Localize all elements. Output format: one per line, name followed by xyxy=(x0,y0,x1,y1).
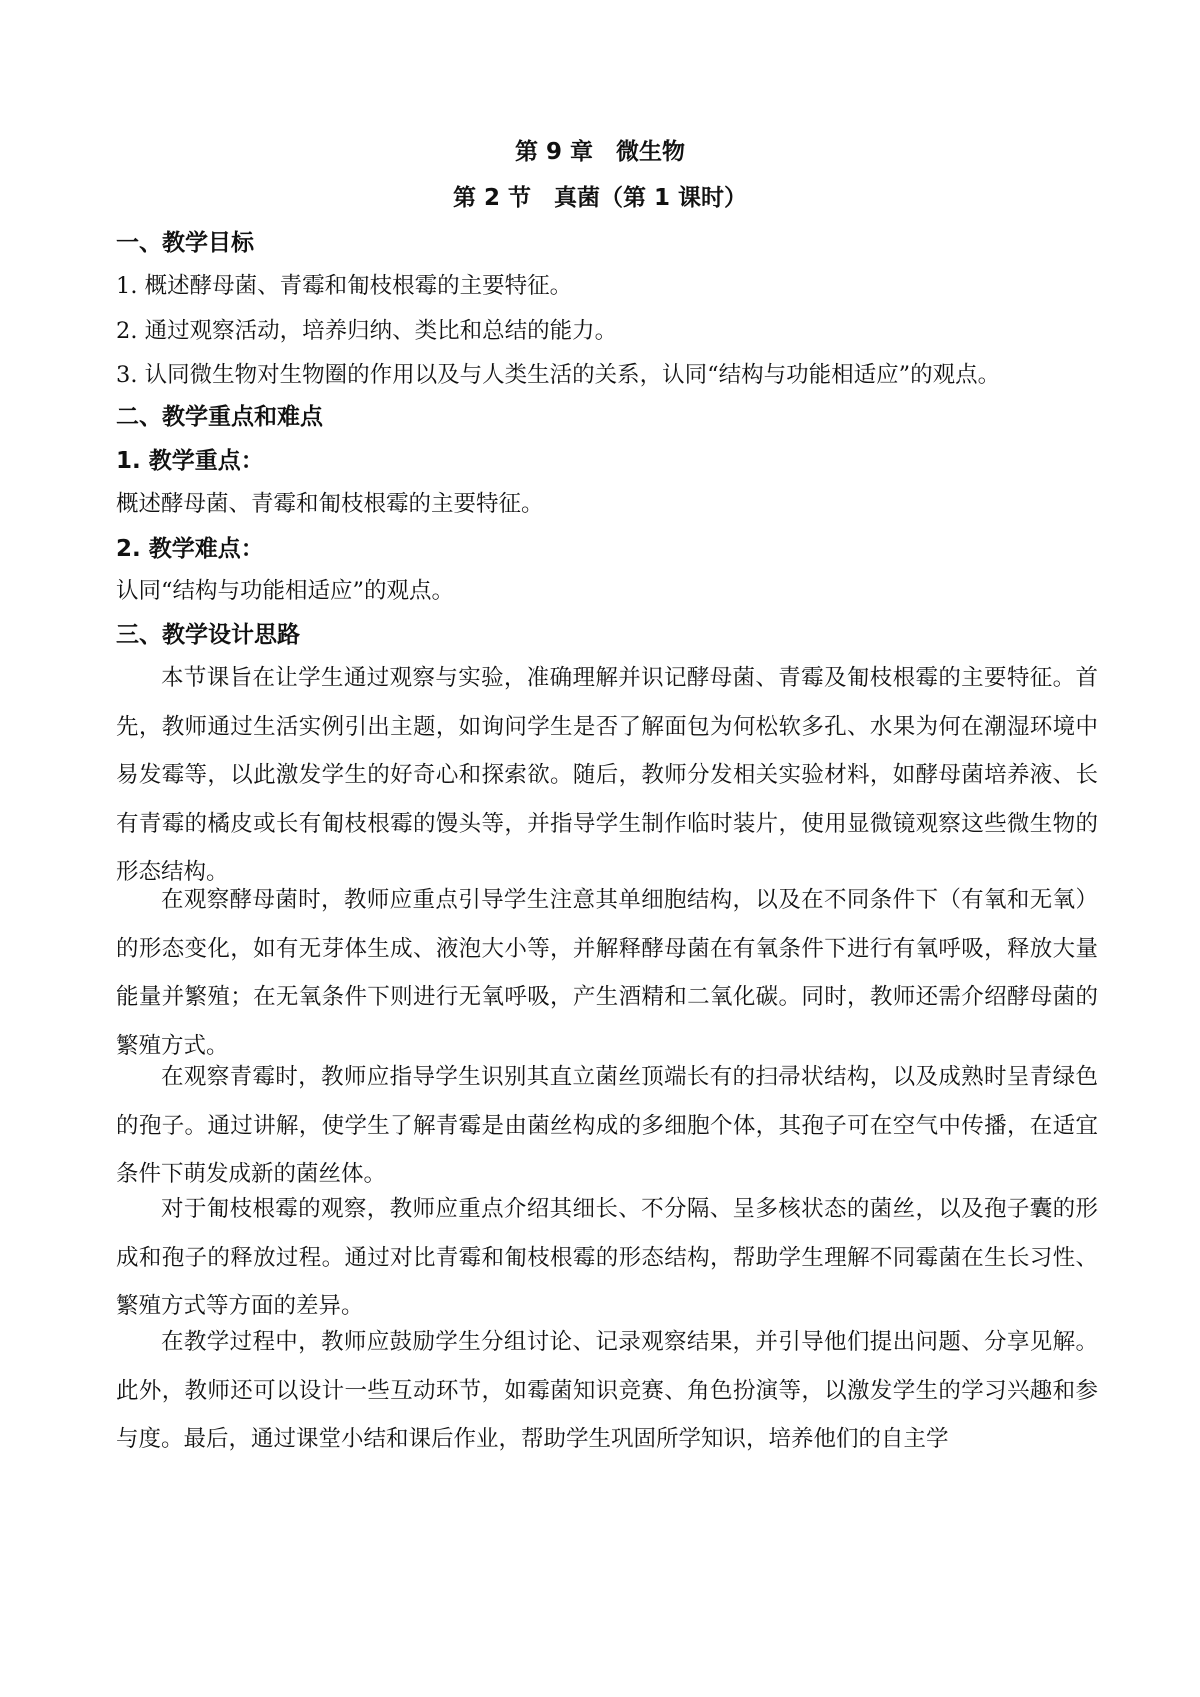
design-paragraph: 在观察青霉时，教师应指导学生识别其直立菌丝顶端长有的扫帚状结构，以及成熟时呈青绿色的孢子。通过讲解，使学生了解青霉是由菌丝构成的多细胞个体，其孢子可在空气中传播，在适宜条件下萌发成新的菌丝体。 xyxy=(116,1064,1098,1188)
design-paragraph: 本节课旨在让学生通过观察与实验，准确理解并识记酵母菌、青霉及匍枝根霉的主要特征。首先，教师通过生活实例引出主题，如询问学生是否了解面包为何松软多孔、水果为何在潮湿环境中易发霉等，以此激发学生的好奇心和探索欲。随后，教师分发相关实验材料，如酵母菌培养液、长有青霉的橘皮或长有匍枝根霉的馒头等，并指导学生制作临时装片，使用显微镜观察这些微生物的形态结构。 xyxy=(116,665,1098,886)
heading-design-approach: 三、教学设计思路 xyxy=(116,622,300,648)
design-paragraph: 在观察酵母菌时，教师应重点引导学生注意其单细胞结构，以及在不同条件下（有氧和无氧）的形态变化，如有无芽体生成、液泡大小等，并解释酵母菌在有氧条件下进行有氧呼吸，释放大量能量并繁殖；在无氧条件下则进行无氧呼吸，产生酒精和二氧化碳。同时，教师还需介绍酵母菌的繁殖方式。 xyxy=(116,887,1098,1059)
objective-item: 3. 认同微生物对生物圈的作用以及与人类生活的关系，认同“结构与功能相适应”的观点。 xyxy=(116,362,1001,388)
chapter-title: 第 9 章 微生物 xyxy=(514,139,686,165)
design-paragraph: 对于匍枝根霉的观察，教师应重点介绍其细长、不分隔、呈多核状态的菌丝，以及孢子囊的形成和孢子的释放过程。通过对比青霉和匍枝根霉的形态结构，帮助学生理解不同霉菌在生长习性、繁殖方式等方面的差异。 xyxy=(116,1196,1098,1320)
subheading-key-point: 1. 教学重点： xyxy=(116,448,264,474)
section-title: 第 2 节 真菌（第 1 课时） xyxy=(452,185,748,211)
objective-item: 1. 概述酵母菌、青霉和匍枝根霉的主要特征。 xyxy=(116,273,573,299)
subheading-difficulty: 2. 教学难点： xyxy=(116,536,264,562)
difficulty-text: 认同“结构与功能相适应”的观点。 xyxy=(116,578,455,604)
key-point-text: 概述酵母菌、青霉和匍枝根霉的主要特征。 xyxy=(116,491,544,517)
design-paragraph: 在教学过程中，教师应鼓励学生分组讨论、记录观察结果，并引导他们提出问题、分享见解。此外，教师还可以设计一些互动环节，如霉菌知识竞赛、角色扮演等，以激发学生的学习兴趣和参与度。最后，通过课堂小结和课后作业，帮助学生巩固所学知识，培养他们的自主学 xyxy=(116,1329,1098,1453)
heading-key-points: 二、教学重点和难点 xyxy=(116,404,323,430)
heading-teaching-objectives: 一、教学目标 xyxy=(116,230,254,256)
objective-item: 2. 通过观察活动，培养归纳、类比和总结的能力。 xyxy=(116,318,618,344)
